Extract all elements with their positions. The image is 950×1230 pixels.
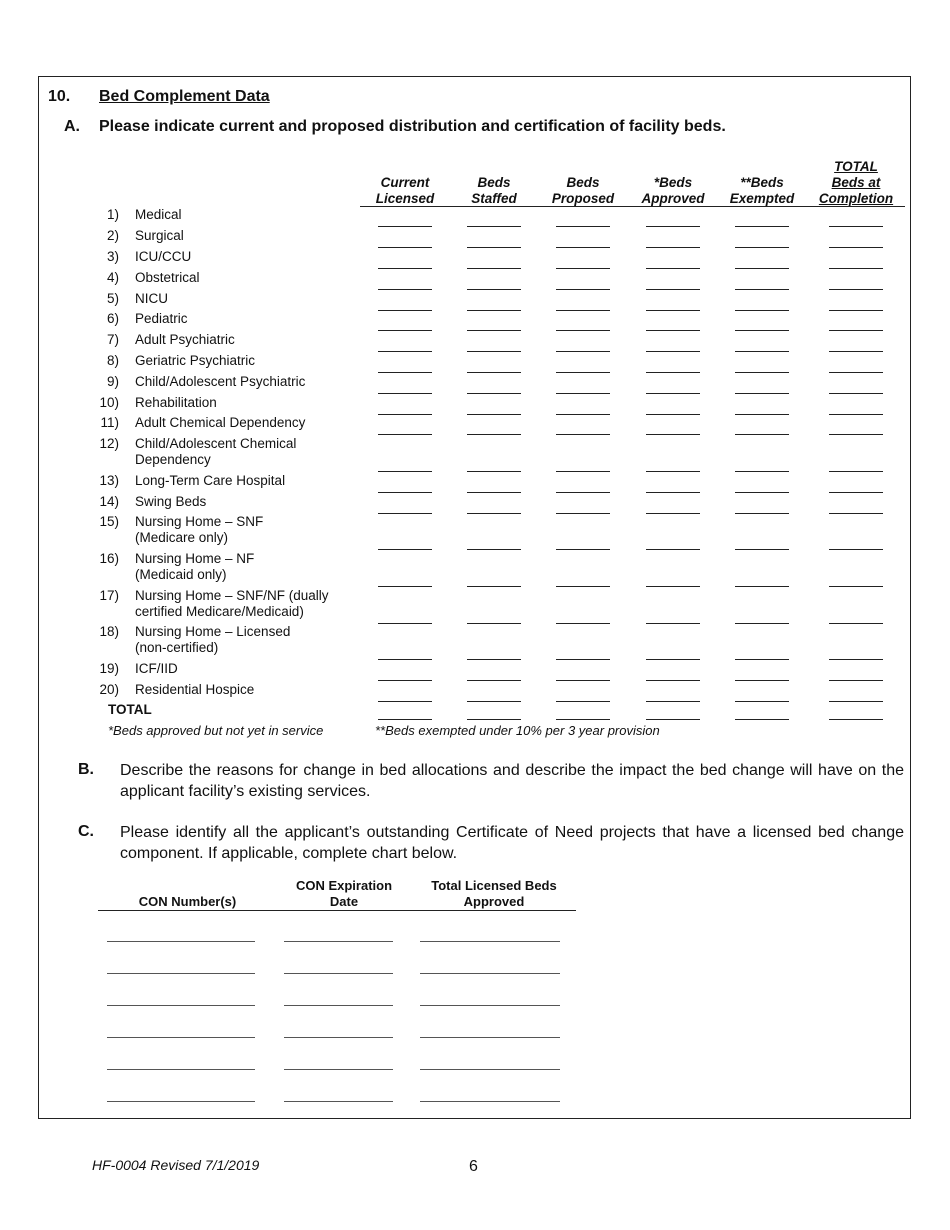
row-number: 6) [106,311,119,326]
bed-count-field-current-licensed[interactable] [378,586,432,587]
row-number: 15) [99,514,119,529]
bed-count-field-beds-exempted[interactable] [735,471,789,472]
row-number: 10) [99,395,119,410]
bed-count-field-current-licensed[interactable] [378,330,432,331]
column-header-line: TOTAL [834,159,878,174]
row-number: 19) [99,661,119,676]
con-field-total-licensed-beds-approved[interactable] [420,1037,560,1038]
column-header-line: Approved [641,191,705,206]
bed-count-field-beds-exempted[interactable] [735,701,789,702]
bed-count-field-beds-staffed[interactable] [467,247,521,248]
bed-count-field-beds-approved[interactable] [646,701,700,702]
con-header-line: CON Expiration [295,878,393,893]
row-number: 12) [99,436,119,451]
bed-count-field-current-licensed[interactable] [378,310,432,311]
bed-count-field-beds-proposed[interactable] [556,414,610,415]
bed-count-field-beds-approved[interactable] [646,414,700,415]
row-label: Obstetrical [135,270,200,285]
bed-count-field-total-at-completion[interactable] [829,268,883,269]
bed-count-field-beds-exempted[interactable] [735,414,789,415]
note-approved: *Beds approved but not yet in service [108,723,324,738]
con-field-con-expiration-date[interactable] [284,1069,393,1070]
bed-count-field-beds-approved[interactable] [646,310,700,311]
con-field-con-number[interactable] [107,941,255,942]
row-label: Child/Adolescent Psychiatric [135,374,306,389]
column-header-line: **Beds [740,175,784,190]
column-header-line: Beds [566,175,600,190]
column-header-total-at-completion [816,159,896,207]
bed-count-field-beds-proposed[interactable] [556,372,610,373]
bed-count-field-total-at-completion[interactable] [829,351,883,352]
bed-count-field-beds-staffed[interactable] [467,226,521,227]
con-field-con-number[interactable] [107,1037,255,1038]
bed-count-field-beds-approved[interactable] [646,268,700,269]
row-label: Medical [135,207,182,222]
bed-count-field-beds-staffed[interactable] [467,513,521,514]
bed-count-field-current-licensed[interactable] [378,268,432,269]
column-header-beds-exempted [722,175,802,207]
page-number: 6 [469,1158,478,1175]
row-number: 11) [100,415,119,430]
column-header-beds-proposed [543,175,623,207]
bed-count-field-total-at-completion[interactable] [829,247,883,248]
bed-count-field-beds-approved[interactable] [646,247,700,248]
bed-count-field-total-at-completion[interactable] [829,414,883,415]
total-field-beds-exempted[interactable] [735,719,789,720]
bed-count-field-beds-approved[interactable] [646,330,700,331]
row-number: 4) [106,270,119,285]
bed-count-field-total-at-completion[interactable] [829,471,883,472]
bed-count-field-beds-exempted[interactable] [735,586,789,587]
part-c-label: C. [78,823,94,840]
bed-count-field-total-at-completion[interactable] [829,623,883,624]
bed-count-field-beds-exempted[interactable] [735,330,789,331]
bed-count-field-beds-proposed[interactable] [556,330,610,331]
con-header-line: CON Number(s) [138,894,237,909]
bed-count-field-beds-proposed[interactable] [556,492,610,493]
bed-count-field-beds-exempted[interactable] [735,289,789,290]
row-label: Nursing Home – Licensed (non-certified) [135,624,291,655]
column-header-line: Staffed [471,191,517,206]
column-header-line: Beds at [831,175,881,190]
row-number: 2) [106,228,119,243]
bed-count-field-beds-approved[interactable] [646,586,700,587]
row-label: Adult Psychiatric [135,332,235,347]
part-a-label: A. [64,118,80,135]
column-header-line: Beds [477,175,511,190]
bed-count-field-beds-exempted[interactable] [735,680,789,681]
part-b-label: B. [78,761,94,778]
bed-count-field-beds-exempted[interactable] [735,549,789,550]
total-field-total-at-completion[interactable] [829,719,883,720]
form-id: HF-0004 Revised 7/1/2019 [92,1157,260,1173]
bed-count-field-beds-proposed[interactable] [556,289,610,290]
column-header-beds-staffed [454,175,534,207]
column-header-line: Completion [818,191,894,206]
bed-count-field-beds-exempted[interactable] [735,659,789,660]
bed-count-field-total-at-completion[interactable] [829,310,883,311]
bed-count-field-beds-exempted[interactable] [735,434,789,435]
bed-count-field-beds-staffed[interactable] [467,372,521,373]
row-number: 13) [99,473,119,488]
bed-count-field-total-at-completion[interactable] [829,659,883,660]
bed-count-field-total-at-completion[interactable] [829,549,883,550]
bed-count-field-beds-exempted[interactable] [735,623,789,624]
row-number: 7) [106,332,119,347]
bed-count-field-beds-approved[interactable] [646,393,700,394]
note-exempted: **Beds exempted under 10% per 3 year provision [375,723,660,738]
con-header-total-licensed-beds-approved [415,878,573,910]
column-header-line: Exempted [729,191,795,206]
con-field-total-licensed-beds-approved[interactable] [420,973,560,974]
bed-count-field-beds-approved[interactable] [646,623,700,624]
bed-count-field-beds-staffed[interactable] [467,680,521,681]
bed-count-field-total-at-completion[interactable] [829,393,883,394]
bed-count-field-beds-proposed[interactable] [556,393,610,394]
row-label: Long-Term Care Hospital [135,473,286,488]
bed-count-field-current-licensed[interactable] [378,549,432,550]
con-header-rule [98,910,576,911]
row-label: ICF/IID [135,661,178,676]
bed-count-field-beds-proposed[interactable] [556,247,610,248]
row-number: 17) [99,588,119,603]
con-field-total-licensed-beds-approved[interactable] [420,941,560,942]
bed-count-field-beds-approved[interactable] [646,549,700,550]
column-header-beds-approved [633,175,713,207]
con-field-con-number[interactable] [107,973,255,974]
bed-count-field-beds-staffed[interactable] [467,289,521,290]
bed-count-field-beds-approved[interactable] [646,434,700,435]
row-label: Geriatric Psychiatric [135,353,256,368]
bed-count-field-total-at-completion[interactable] [829,372,883,373]
total-field-beds-proposed[interactable] [556,719,610,720]
bed-count-field-beds-approved[interactable] [646,226,700,227]
con-field-con-expiration-date[interactable] [284,1037,393,1038]
row-label: Surgical [135,228,184,243]
row-label: Swing Beds [135,494,207,509]
row-label: Nursing Home – SNF/NF (dually certified Medicare/Medicaid) [135,588,329,619]
bed-count-field-beds-staffed[interactable] [467,623,521,624]
con-field-total-licensed-beds-approved[interactable] [420,1069,560,1070]
bed-count-field-total-at-completion[interactable] [829,701,883,702]
part-a-text: Please indicate current and proposed distribution and certification of facility beds. [99,118,726,135]
con-field-con-expiration-date[interactable] [284,1005,393,1006]
bed-count-field-beds-proposed[interactable] [556,310,610,311]
part-c-text: Please identify all the applicant’s outstanding Certificate of Need projects that have a licensed bed change component. If applicable, complete chart below. [120,824,904,862]
con-header-line: Approved [463,894,525,909]
bed-count-field-beds-staffed[interactable] [467,434,521,435]
bed-count-field-beds-approved[interactable] [646,289,700,290]
con-field-con-expiration-date[interactable] [284,973,393,974]
bed-count-field-beds-exempted[interactable] [735,247,789,248]
bed-count-field-total-at-completion[interactable] [829,226,883,227]
total-label: TOTAL [108,702,152,717]
bed-count-field-beds-exempted[interactable] [735,351,789,352]
con-header-line: Total Licensed Beds [431,878,557,893]
row-number: 9) [106,374,119,389]
bed-count-field-beds-proposed[interactable] [556,226,610,227]
column-header-line: Current [380,175,430,190]
bed-count-field-beds-approved[interactable] [646,513,700,514]
bed-count-field-current-licensed[interactable] [378,247,432,248]
row-label: Nursing Home – NF (Medicaid only) [135,551,255,582]
con-header-line: Date [329,894,359,909]
bed-count-field-beds-proposed[interactable] [556,434,610,435]
header-rule [360,206,905,207]
bed-count-field-beds-staffed[interactable] [467,659,521,660]
row-label: Adult Chemical Dependency [135,415,306,430]
bed-count-field-beds-proposed[interactable] [556,513,610,514]
bed-count-field-total-at-completion[interactable] [829,289,883,290]
bed-count-field-beds-staffed[interactable] [467,268,521,269]
row-label: Child/Adolescent Chemical Dependency [135,436,297,467]
bed-count-field-current-licensed[interactable] [378,372,432,373]
row-number: 3) [106,249,119,264]
row-number: 14) [99,494,119,509]
bed-count-field-beds-proposed[interactable] [556,549,610,550]
bed-count-field-beds-staffed[interactable] [467,351,521,352]
row-number: 1) [106,207,119,222]
column-header-line: *Beds [653,175,693,190]
bed-count-field-beds-exempted[interactable] [735,268,789,269]
row-number: 5) [106,291,119,306]
total-field-current-licensed[interactable] [378,719,432,720]
bed-count-field-beds-approved[interactable] [646,351,700,352]
bed-count-field-current-licensed[interactable] [378,414,432,415]
row-label: ICU/CCU [135,249,192,264]
row-number: 16) [99,551,119,566]
total-field-beds-approved[interactable] [646,719,700,720]
section-number: 10. [48,88,71,105]
bed-count-field-current-licensed[interactable] [378,513,432,514]
bed-count-field-total-at-completion[interactable] [829,680,883,681]
bed-count-field-current-licensed[interactable] [378,434,432,435]
bed-count-field-current-licensed[interactable] [378,393,432,394]
bed-count-field-total-at-completion[interactable] [829,586,883,587]
row-label: Pediatric [135,311,188,326]
con-field-total-licensed-beds-approved[interactable] [420,1101,560,1102]
column-header-current-licensed [365,175,445,207]
bed-count-field-current-licensed[interactable] [378,226,432,227]
bed-count-field-beds-exempted[interactable] [735,226,789,227]
bed-count-field-beds-staffed[interactable] [467,471,521,472]
bed-count-field-beds-exempted[interactable] [735,310,789,311]
con-field-con-expiration-date[interactable] [284,941,393,942]
bed-count-field-beds-proposed[interactable] [556,268,610,269]
bed-count-field-beds-staffed[interactable] [467,586,521,587]
bed-count-field-beds-proposed[interactable] [556,586,610,587]
con-header-con-number [100,894,275,910]
bed-count-field-total-at-completion[interactable] [829,434,883,435]
row-number: 8) [106,353,119,368]
bed-count-field-beds-proposed[interactable] [556,623,610,624]
bed-count-field-beds-approved[interactable] [646,680,700,681]
bed-count-field-beds-staffed[interactable] [467,393,521,394]
section-title: Bed Complement Data [99,88,270,105]
bed-count-field-current-licensed[interactable] [378,659,432,660]
bed-count-field-beds-proposed[interactable] [556,701,610,702]
bed-count-field-beds-staffed[interactable] [467,549,521,550]
bed-count-field-total-at-completion[interactable] [829,513,883,514]
bed-count-field-beds-staffed[interactable] [467,701,521,702]
bed-count-field-beds-exempted[interactable] [735,513,789,514]
bed-count-field-beds-exempted[interactable] [735,393,789,394]
bed-count-field-current-licensed[interactable] [378,351,432,352]
con-field-con-expiration-date[interactable] [284,1101,393,1102]
column-header-line: Proposed [551,191,615,206]
con-field-con-number[interactable] [107,1005,255,1006]
con-field-con-number[interactable] [107,1069,255,1070]
row-number: 18) [99,624,119,639]
bed-count-field-beds-proposed[interactable] [556,680,610,681]
bed-count-field-total-at-completion[interactable] [829,492,883,493]
bed-count-field-current-licensed[interactable] [378,623,432,624]
bed-count-field-current-licensed[interactable] [378,289,432,290]
bed-count-field-total-at-completion[interactable] [829,330,883,331]
bed-count-field-beds-proposed[interactable] [556,659,610,660]
bed-count-field-beds-exempted[interactable] [735,372,789,373]
row-label: Nursing Home – SNF (Medicare only) [135,514,264,545]
part-b-text: Describe the reasons for change in bed allocations and describe the impact the bed change will have on the applicant facility’s existing services. [120,762,904,800]
bed-count-field-beds-proposed[interactable] [556,351,610,352]
bed-count-field-beds-approved[interactable] [646,659,700,660]
con-field-total-licensed-beds-approved[interactable] [420,1005,560,1006]
row-label: Residential Hospice [135,682,255,697]
bed-count-field-current-licensed[interactable] [378,680,432,681]
bed-count-field-current-licensed[interactable] [378,701,432,702]
row-number: 20) [99,682,119,697]
con-header-con-expiration-date [280,878,408,910]
con-field-con-number[interactable] [107,1101,255,1102]
total-field-beds-staffed[interactable] [467,719,521,720]
bed-count-field-beds-staffed[interactable] [467,310,521,311]
bed-count-field-beds-approved[interactable] [646,372,700,373]
bed-count-field-beds-staffed[interactable] [467,492,521,493]
bed-count-field-beds-proposed[interactable] [556,471,610,472]
bed-count-field-beds-approved[interactable] [646,471,700,472]
bed-count-field-beds-staffed[interactable] [467,414,521,415]
bed-count-field-beds-staffed[interactable] [467,330,521,331]
bed-count-field-current-licensed[interactable] [378,492,432,493]
bed-count-field-current-licensed[interactable] [378,471,432,472]
row-label: NICU [135,291,168,306]
row-label: Rehabilitation [135,395,217,410]
bed-count-field-beds-exempted[interactable] [735,492,789,493]
bed-count-field-beds-approved[interactable] [646,492,700,493]
column-header-line: Licensed [375,191,435,206]
